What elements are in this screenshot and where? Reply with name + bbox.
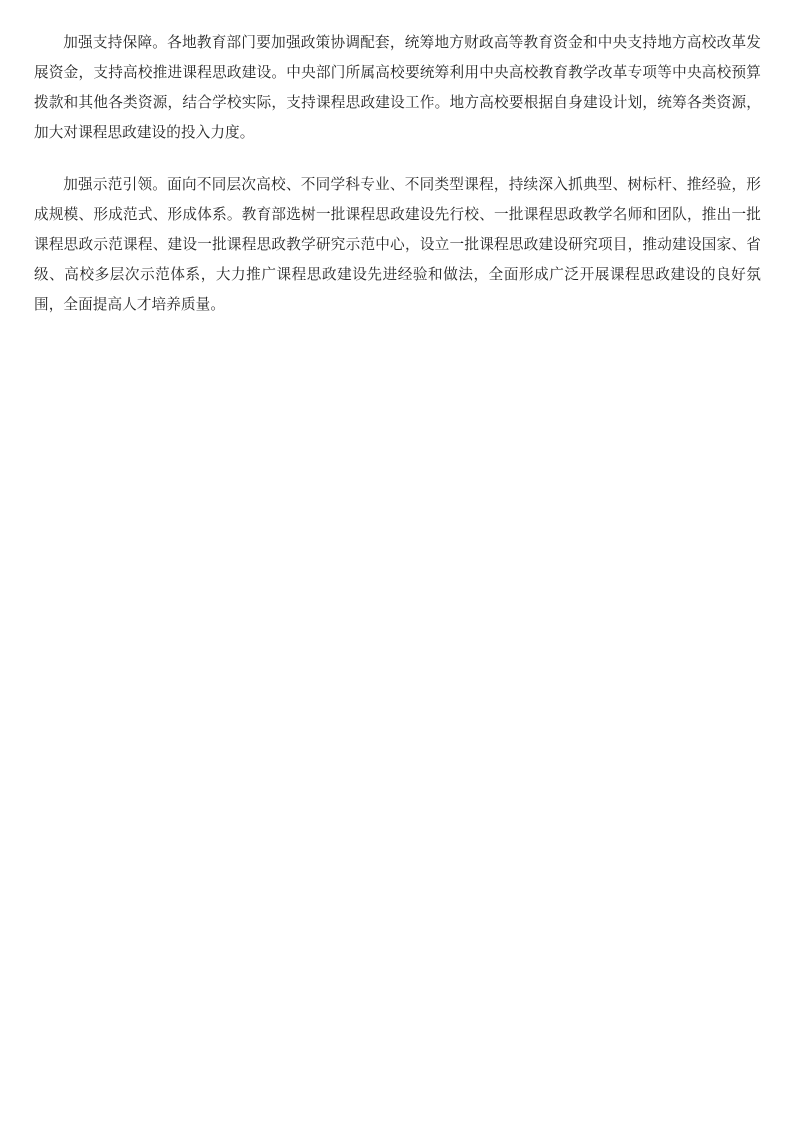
paragraph-demonstration-leadership: 加强示范引领。面向不同层次高校、不同学科专业、不同类型课程，持续深入抓典型、树标杆、推经验，形成规模、形成范式、形成体系。教育部选树一批课程思政建设先行校、一批课程思政教学名师和团队，推出一批课程思政示范课程、建设一批课程思政教学研究示范中心，设立一批课程思政建设研究项目，推动建设国家、省级、高校多层次示范体系，大力推广课程思政建设先进经验和做法，全面形成广泛开展课程思政建设的良好氛围，全面提高人才培养质量。 (34, 176, 761, 313)
document-body (34, 28, 761, 320)
paragraph-support-guarantee: 加强支持保障。各地教育部门要加强政策协调配套，统筹地方财政高等教育资金和中央支持地方高校改革发展资金，支持高校推进课程思政建设。中央部门所属高校要统筹利用中央高校教育教学改革专项等中央高校预算拨款和其他各类资源，结合学校实际，支持课程思政建设工作。地方高校要根据自身建设计划，统筹各类资源，加大对课程思政建设的投入力度。 (34, 34, 761, 141)
